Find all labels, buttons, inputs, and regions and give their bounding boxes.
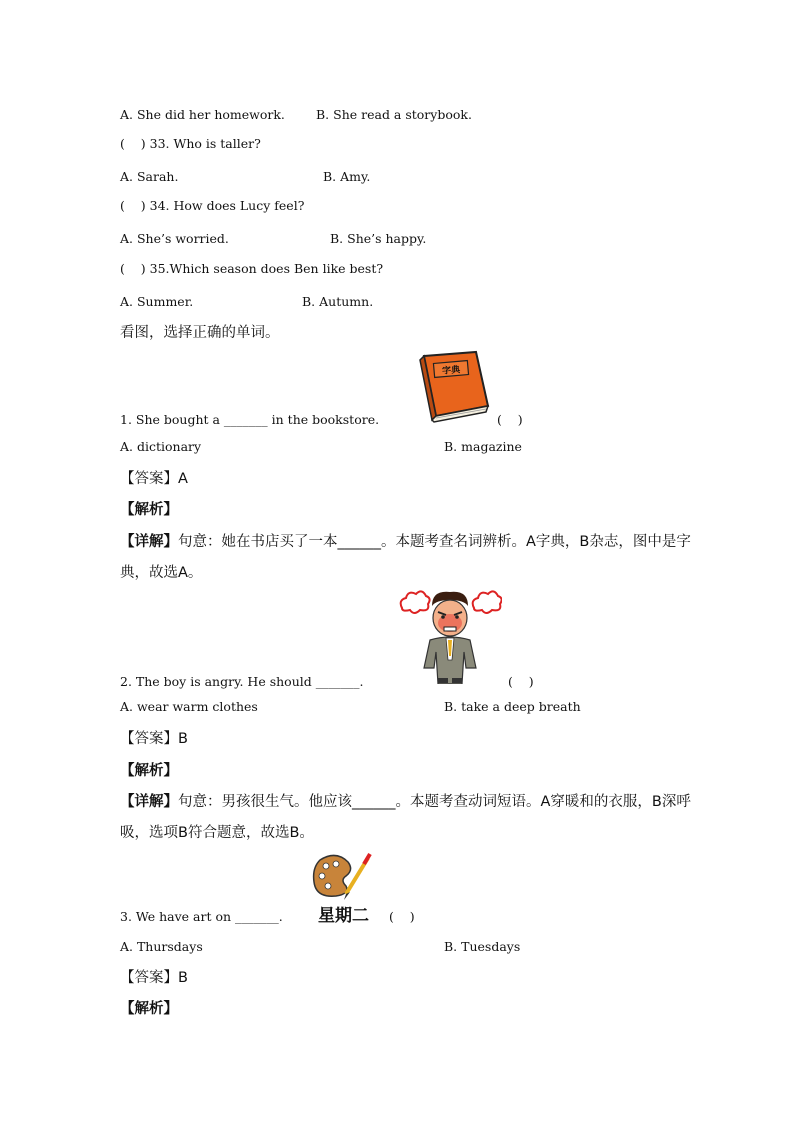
q3-option-a: A. Thursdays (120, 939, 203, 954)
q3-analysis-label: 【解析】 (120, 1001, 178, 1017)
q3-answer: 【答案】B (120, 970, 188, 986)
q32-option-a: A. She did her homework. (120, 107, 285, 122)
q1-answer: 【答案】A (120, 471, 188, 487)
q1-detail-label: 【详解】 (120, 534, 178, 550)
q2-detail-text: 句意：男孩很生气。他应该______。本题考查动词短语。A穿暖和的衣服，B深呼 (178, 794, 691, 810)
q2-stem: 2. The boy is angry. He should _______. (120, 674, 364, 689)
q33-stem: ( ) 33. Who is taller? (120, 136, 261, 151)
q2-analysis-label: 【解析】 (120, 763, 178, 779)
q2-detail-label: 【详解】 (120, 794, 178, 810)
q33-option-a: A. Sarah. (120, 169, 179, 184)
q3-answer-paren: ( ) (389, 909, 415, 924)
q33-option-b: B. Amy. (323, 169, 371, 184)
q2-option-a: A. wear warm clothes (120, 699, 258, 714)
q1-option-b: B. magazine (444, 439, 522, 454)
q3-option-b: B. Tuesdays (444, 939, 521, 954)
q2-detail-line2: 吸，选项B符合题意，故选B。 (120, 825, 314, 841)
q1-detail-text: 句意：她在书店买了一本______。本题考查名词辨析。A字典，B杂志，图中是字 (178, 534, 691, 550)
art-palette-image (310, 852, 380, 904)
dictionary-image-label: 字典 (441, 365, 461, 377)
section-title: 看图，选择正确的单词。 (120, 325, 280, 341)
q32-option-b: B. She read a storybook. (316, 107, 472, 122)
tuesday-image-label: 星期二 (318, 906, 369, 926)
q1-detail-line2: 典，故选A。 (120, 565, 203, 581)
q1-stem: 1. She bought a _______ in the bookstore. (120, 412, 380, 427)
dictionary-image (414, 350, 490, 424)
q2-answer: 【答案】B (120, 731, 188, 747)
q2-detail-line1 (120, 790, 691, 811)
q35-option-b: B. Autumn. (302, 294, 374, 309)
q2-option-b: B. take a deep breath (444, 699, 581, 714)
q1-analysis-label: 【解析】 (120, 502, 178, 518)
q1-option-a: A. dictionary (120, 439, 202, 454)
angry-boy-image (398, 590, 502, 684)
q34-option-b: B. She’s happy. (330, 231, 427, 246)
q1-answer-paren: ( ) (497, 412, 523, 427)
q3-stem: 3. We have art on _______. (120, 909, 283, 924)
q34-option-a: A. She’s worried. (120, 231, 229, 246)
q35-stem: ( ) 35.Which season does Ben like best? (120, 261, 384, 276)
q2-answer-paren: ( ) (508, 674, 534, 689)
q34-stem: ( ) 34. How does Lucy feel? (120, 198, 305, 213)
q1-detail-line1 (120, 530, 691, 551)
q35-option-a: A. Summer. (120, 294, 194, 309)
